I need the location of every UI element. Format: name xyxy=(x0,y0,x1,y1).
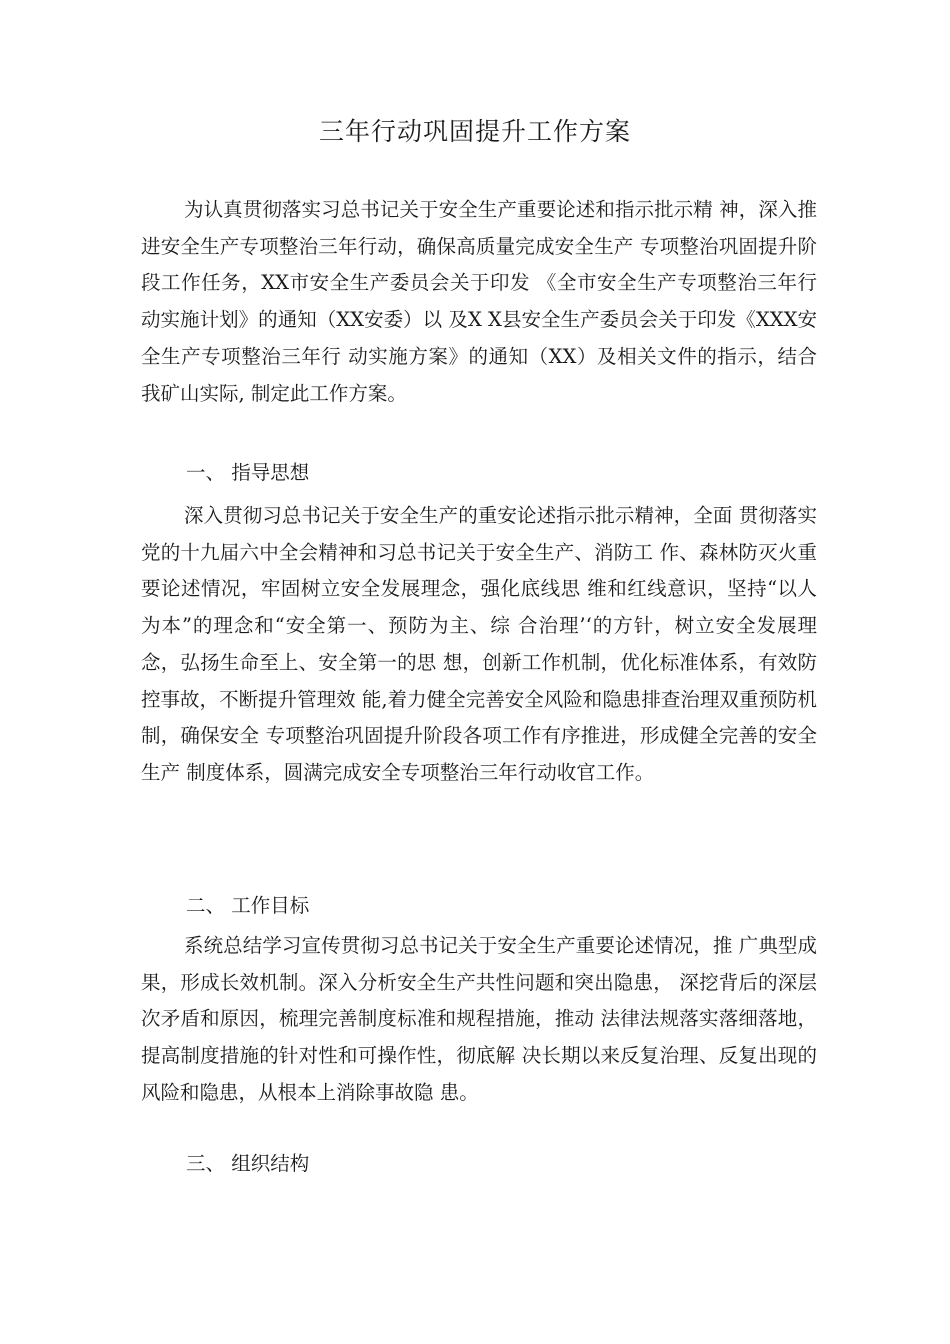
section-heading-guiding-ideology: 一、 指导思想 xyxy=(186,461,310,484)
section-heading-work-goals: 二、 工作目标 xyxy=(186,894,310,917)
intro-paragraph: 为认真贯彻落实习总书记关于安全生产重要论述和指示批示精 神，深入推进安全生产专项整治三年行动，确保高质量完成安全生产 专项整治巩固提升阶段工作任务，XX市安全生产委员会关于印发 《全市安全生产专项整治三年行动实施计划》的通知（XX安委）以 及X X县安全生产委员会关于印发《XXX安全生产专项整治三年行 动实施方案》的通知（XX）及相关文件的指示，结合我矿山实际, 制定此工作方案。 xyxy=(141,198,817,405)
guiding-ideology-paragraph: 深入贯彻习总书记关于安全生产的重安论述指示批示精神，全面 贯彻落实党的十九届六中全会精神和习总书记关于安全生产、消防工 作、森林防灭火重要论述情况，牢固树立安全发展理念，强化底线思 维和红线意识，坚持“以人为本”的理念和“安全第一、预防为主、综 合治理’‘的方针，树立安全发展理念，弘扬生命至上、安全第一的思 想，创新工作机制，优化标准体系，有效防控事故，不断提升管理效 能,着力健全完善安全风险和隐患排查治理双重预防机制，确保安全 专项整治巩固提升阶段各项工作有序推进，形成健全完善的安全生产 制度体系，圆满完成安全专项整治三年行动收官工作。 xyxy=(141,504,817,784)
section-heading-organization: 三、 组织结构 xyxy=(186,1152,310,1175)
document-title: 三年行动巩固提升工作方案 xyxy=(318,117,631,146)
work-goals-paragraph: 系统总结学习宣传贯彻习总书记关于安全生产重要论述情况，推 广典型成果，形成长效机制。深入分析安全生产共性问题和突出隐患， 深挖背后的深层次矛盾和原因，梳理完善制度标准和规程措施，推动 法律法规落实落细落地，提高制度措施的针对性和可操作性，彻底解 决长期以来反复治理、反复出现的风险和隐患，从根本上消除事故隐 患。 xyxy=(141,934,817,1104)
